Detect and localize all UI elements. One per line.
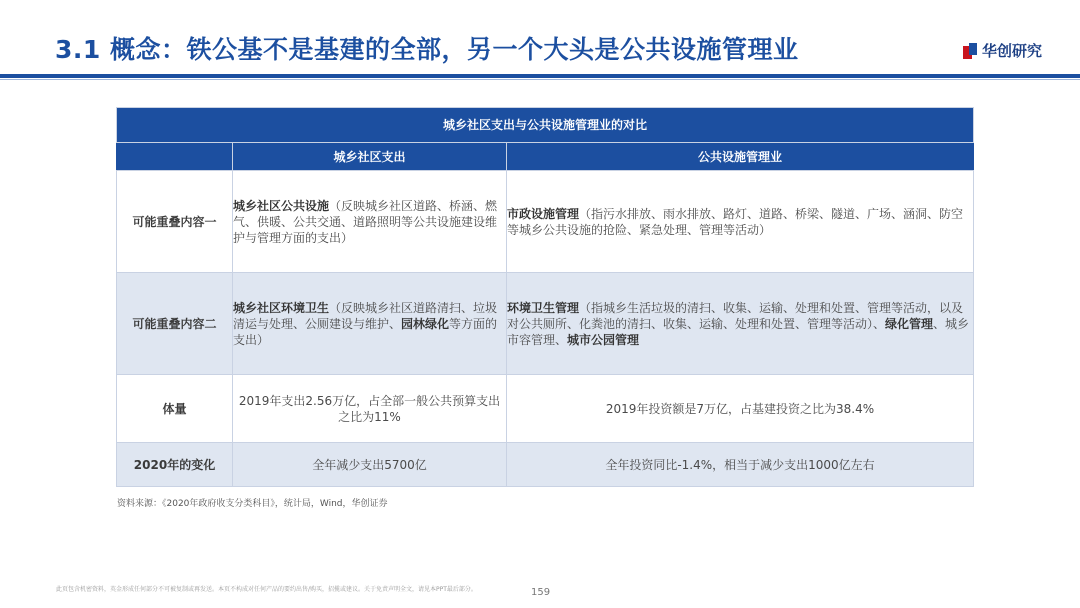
row-label: 体量 bbox=[117, 375, 233, 443]
page-number: 159 bbox=[531, 587, 551, 598]
header-divider bbox=[0, 74, 1080, 78]
table-cell bbox=[233, 171, 507, 273]
logo-text: 华创研究 bbox=[981, 42, 1042, 60]
disclaimer: 此页包含机密资料，英金形成任何部分不可被复制或再发送。本页不构成对任何产品的要约出售/购买，招揽或建议。关于免责声明全文，请见本PPT最后部分。 bbox=[56, 586, 477, 593]
table-cell: 全年投资同比-1.4%，相当于减少支出1000亿左右 bbox=[507, 443, 974, 487]
row-label: 可能重叠内容二 bbox=[117, 273, 233, 375]
cell-keyword: 城乡社区公共设施 bbox=[233, 198, 330, 213]
table-cell: 2019年支出2.56万亿，占全部一般公共预算支出之比为11% bbox=[233, 375, 507, 443]
cell-keyword: 园林绿化 bbox=[401, 316, 450, 331]
logo-icon bbox=[963, 43, 977, 59]
cell-text: 、城乡市容管理、 bbox=[507, 316, 970, 347]
cell-text: 等方面的支出） bbox=[233, 316, 498, 347]
header-divider-thin bbox=[0, 79, 1080, 80]
table-row bbox=[117, 273, 974, 375]
table-caption: 城乡社区支出与公共设施管理业的对比 bbox=[117, 108, 974, 143]
table-cell bbox=[233, 273, 507, 375]
table-cell bbox=[507, 171, 974, 273]
column-header-public-facilities: 公共设施管理业 bbox=[507, 143, 974, 171]
brand-logo bbox=[963, 40, 1042, 61]
cell-text: （指污水排放、雨水排放、路灯、道路、桥梁、隧道、广场、涵洞、防空等城乡公共设施的抢险、紧急处理、管理等活动） bbox=[507, 206, 964, 237]
table-row bbox=[117, 443, 974, 487]
cell-keyword: 环境卫生管理 bbox=[507, 300, 580, 315]
cell-text: （指城乡生活垃圾的清扫、收集、运输、处理和处置、管理等活动，以及对公共厕所、化粪池的清扫、收集、运输、处理和处置、管理等活动）、 bbox=[507, 300, 964, 331]
table-row bbox=[117, 171, 974, 273]
row-label: 可能重叠内容一 bbox=[117, 171, 233, 273]
cell-keyword: 城乡社区环境卫生 bbox=[233, 300, 330, 315]
row-label: 2020年的变化 bbox=[117, 443, 233, 487]
cell-keyword: 市政设施管理 bbox=[507, 206, 580, 221]
column-header-empty bbox=[117, 143, 233, 171]
table-cell: 全年减少支出5700亿 bbox=[233, 443, 507, 487]
comparison-table bbox=[116, 107, 974, 487]
table-row bbox=[117, 375, 974, 443]
cell-text: （反映城乡社区道路、桥涵、燃气、供暖、公共交通、道路照明等公共设施建设维护与管理方面的支出） bbox=[233, 198, 498, 245]
table-cell bbox=[507, 273, 974, 375]
cell-text: （反映城乡社区道路清扫、垃圾清运与处理、公厕建设与维护、 bbox=[233, 300, 498, 331]
cell-keyword: 绿化管理 bbox=[885, 316, 934, 331]
column-header-urban-rural: 城乡社区支出 bbox=[233, 143, 507, 171]
table-cell: 2019年投资额是7万亿，占基建投资之比为38.4% bbox=[507, 375, 974, 443]
source-note: 资料来源：《2020年政府收支分类科目》，统计局，Wind，华创证券 bbox=[117, 499, 388, 509]
cell-keyword: 城市公园管理 bbox=[567, 332, 640, 347]
page-title: 3.1 概念：铁公基不是基建的全部，另一个大头是公共设施管理业 bbox=[55, 35, 799, 64]
